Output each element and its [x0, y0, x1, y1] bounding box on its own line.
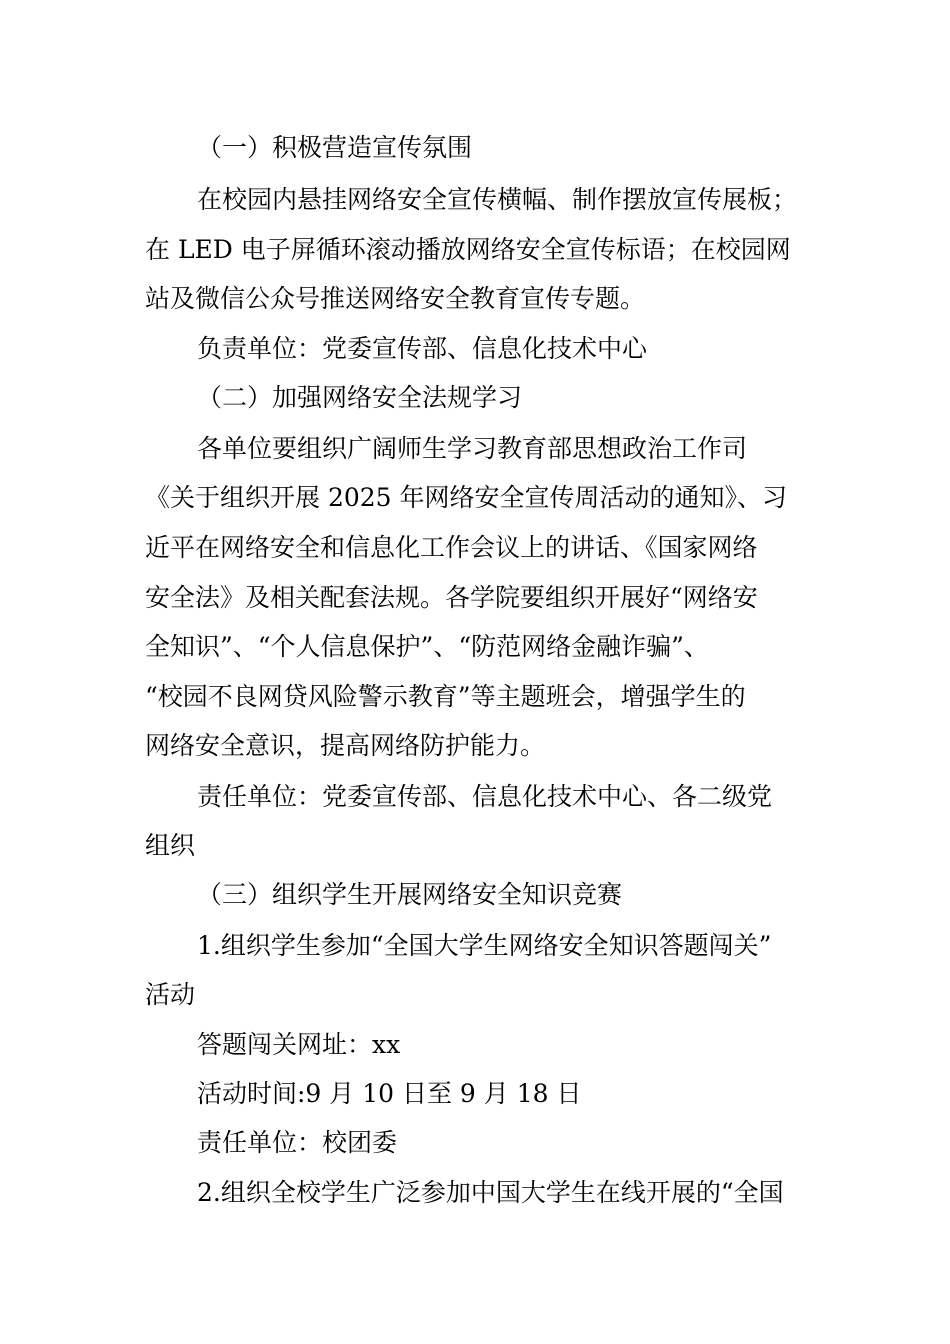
list-item: 1.组织学生参加“全国大学生网络安全知识答题闯关”: [197, 931, 772, 960]
list-item: 活动: [145, 980, 196, 1009]
responsible-unit: 负责单位：党委宣传部、信息化技术中心: [197, 334, 648, 363]
section-heading-2: （二）加强网络安全法规学习: [197, 383, 523, 412]
paragraph-line: 《关于组织开展 2025 年网络安全宣传周活动的通知》、习: [145, 483, 788, 512]
section-heading-3: （三）组织学生开展网络安全知识竞赛: [197, 880, 623, 909]
paragraph-line: 安全法》及相关配套法规。各学院要组织开展好“网络安: [145, 583, 758, 612]
responsible-unit: 责任单位：校团委: [197, 1128, 398, 1157]
paragraph-line: 网络安全意识，提高网络防护能力。: [145, 731, 546, 760]
paragraph-line: 在校园内悬挂网络安全宣传横幅、制作摆放宣传展板；: [197, 185, 798, 214]
activity-url: 答题闯关网址：xx: [197, 1030, 401, 1059]
paragraph-line: 各单位要组织广阔师生学习教育部思想政治工作司: [197, 434, 748, 463]
responsible-unit: 责任单位：党委宣传部、信息化技术中心、各二级党: [197, 782, 773, 811]
paragraph-line: “校园不良网贷风险警示教育”等主题班会，增强学生的: [145, 682, 746, 711]
paragraph-line: 近平在网络安全和信息化工作会议上的讲话、《国家网络: [145, 533, 758, 562]
activity-time: 活动时间:9 月 10 日至 9 月 18 日: [197, 1079, 582, 1108]
paragraph-line: 全知识”、“个人信息保护”、“防范网络金融诈骗”、: [145, 632, 709, 661]
list-item: 2.组织全校学生广泛参加中国大学生在线开展的“全国: [197, 1178, 784, 1207]
responsible-unit: 组织: [145, 831, 196, 860]
paragraph-line: 站及微信公众号推送网络安全教育宣传专题。: [145, 284, 646, 313]
paragraph-line: 在 LED 电子屏循环滚动播放网络安全宣传标语；在校园网: [145, 235, 791, 264]
section-heading-1: （一）积极营造宣传氛围: [197, 133, 473, 162]
